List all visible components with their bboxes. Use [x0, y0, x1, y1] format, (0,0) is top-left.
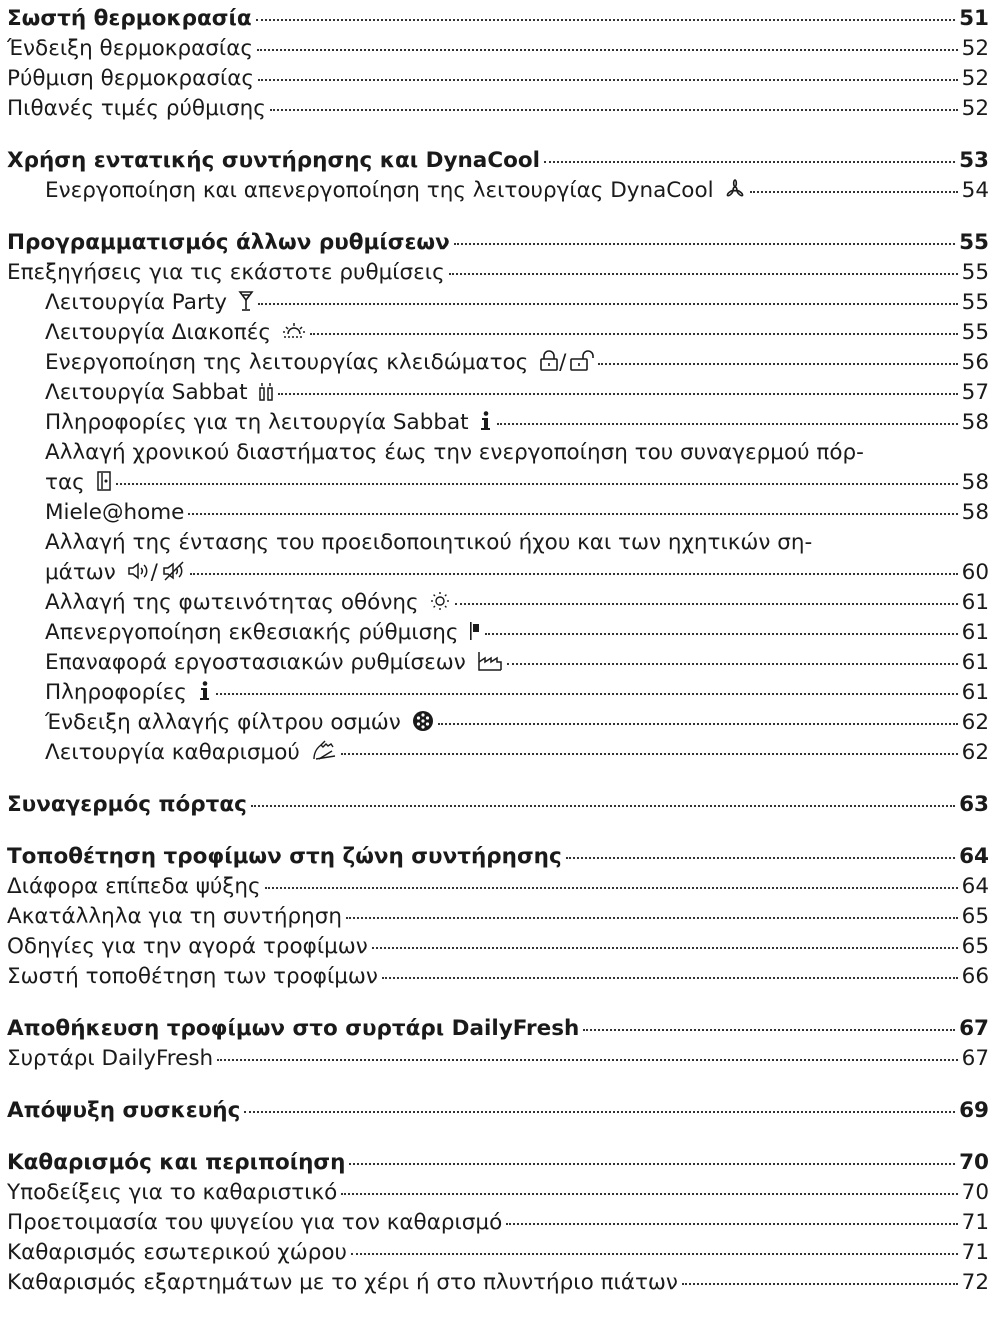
icon-separator: / — [150, 560, 158, 585]
toc-page-number: 58 — [961, 410, 989, 435]
dot-leader — [265, 887, 958, 889]
door-icon — [96, 470, 112, 492]
fan-icon — [724, 178, 746, 200]
toc-entry-title: Τοποθέτηση τροφίμων στη ζώνη συντήρησης — [7, 844, 562, 869]
dot-leader — [244, 1111, 955, 1113]
toc-entry-dailyfresh-drawer[interactable] — [7, 1044, 989, 1074]
cocktail-glass-icon — [238, 290, 254, 312]
toc-page-number: 58 — [961, 500, 989, 525]
dot-leader — [455, 603, 957, 605]
toc-page-number: 62 — [961, 740, 989, 765]
toc-page-number: 70 — [959, 1150, 989, 1175]
toc-entry-title-line2: τας — [45, 470, 85, 495]
toc-entry-lock-function[interactable] — [7, 348, 989, 378]
dot-leader — [750, 191, 957, 193]
toc-entry-accessories-cleaning[interactable] — [7, 1268, 989, 1298]
dot-leader — [116, 483, 958, 485]
dot-leader — [190, 573, 958, 575]
dot-leader — [566, 857, 955, 859]
speaker-muted-icon — [162, 560, 186, 582]
toc-page-number: 61 — [961, 650, 989, 675]
dot-leader — [188, 513, 957, 515]
cleaning-hand-icon — [311, 740, 337, 762]
toc-entry-cleaning-mode[interactable] — [7, 738, 989, 768]
toc-entry-door-alarm-delay[interactable] — [7, 438, 989, 498]
toc-page-number: 69 — [959, 1098, 989, 1123]
toc-page-number: 67 — [959, 1016, 989, 1041]
toc-page-number: 58 — [961, 470, 989, 495]
toc-page-number: 71 — [961, 1210, 989, 1235]
toc-entry-prepare-cleaning[interactable] — [7, 1208, 989, 1238]
toc-page-number: 61 — [961, 680, 989, 705]
toc-heading-correct-temperature[interactable] — [7, 4, 989, 34]
toc-page-number: 72 — [961, 1270, 989, 1295]
dot-leader — [372, 947, 958, 949]
toc-entry-title: Καθαρισμός εσωτερικού χώρου — [7, 1240, 347, 1265]
dot-leader — [341, 753, 958, 755]
toc-page-number: 56 — [961, 350, 989, 375]
dot-leader — [682, 1283, 958, 1285]
toc-page-number: 61 — [961, 590, 989, 615]
toc-entry-volume-signals[interactable] — [7, 528, 989, 588]
toc-heading-dynacool[interactable] — [7, 146, 989, 176]
toc-entry-possible-settings[interactable] — [7, 94, 989, 124]
lock-closed-icon — [539, 350, 559, 372]
toc-heading-food-storage[interactable] — [7, 842, 989, 872]
toc-entry-sabbath-mode[interactable] — [7, 378, 989, 408]
toc-page-number: 52 — [961, 36, 989, 61]
toc-page-number: 66 — [961, 964, 989, 989]
toc-entry-title: Επαναφορά εργοστασιακών ρυθμίσεων — [45, 650, 466, 675]
toc-entry-cooling-levels[interactable] — [7, 872, 989, 902]
lock-open-icon — [570, 350, 594, 372]
toc-entry-title: Πιθανές τιμές ρύθμισης — [7, 96, 266, 121]
toc-page-number: 71 — [961, 1240, 989, 1265]
toc-entry-title: Πληροφορίες για τη λειτουργία Sabbat — [45, 410, 469, 435]
toc-entry-cleaning-agent-notes[interactable] — [7, 1178, 989, 1208]
dot-leader — [310, 333, 958, 335]
info-icon — [198, 680, 212, 702]
toc-page-number: 60 — [961, 560, 989, 585]
table-of-contents — [7, 4, 989, 1298]
demo-mode-icon — [469, 620, 481, 642]
toc-heading-other-settings[interactable] — [7, 228, 989, 258]
toc-entry-unsuitable-foods[interactable] — [7, 902, 989, 932]
toc-entry-miele-home[interactable] — [7, 498, 989, 528]
toc-entry-buying-food[interactable] — [7, 932, 989, 962]
toc-entry-party-mode[interactable] — [7, 288, 989, 318]
toc-entry-title: Καθαρισμός εξαρτημάτων με το χέρι ή στο πλυντήριο πιάτων — [7, 1270, 678, 1295]
toc-heading-dailyfresh[interactable] — [7, 1014, 989, 1044]
info-icon — [479, 410, 493, 432]
icon-separator: / — [559, 350, 567, 375]
toc-entry-title-line1: Αλλαγή της έντασης του προειδοποιητικού ήχου και των ηχητικών ση- — [45, 530, 813, 555]
toc-entry-settings-explanations[interactable] — [7, 258, 989, 288]
toc-entry-title: Σωστή τοποθέτηση των τροφίμων — [7, 964, 378, 989]
toc-entry-temperature-setting[interactable] — [7, 64, 989, 94]
toc-entry-title: Λειτουργία Διακοπές — [45, 320, 271, 345]
filter-icon — [412, 710, 434, 732]
toc-entry-factory-reset[interactable] — [7, 648, 989, 678]
toc-entry-title-line2: μάτων — [45, 560, 116, 585]
toc-entry-title: Αποθήκευση τροφίμων στο συρτάρι DailyFresh — [7, 1016, 580, 1041]
dot-leader — [257, 49, 958, 51]
candles-icon — [258, 380, 274, 402]
toc-entry-correct-placement[interactable] — [7, 962, 989, 992]
toc-entry-title: Πληροφορίες — [45, 680, 187, 705]
toc-entry-odour-filter[interactable] — [7, 708, 989, 738]
toc-entry-title: Οδηγίες για την αγορά τροφίμων — [7, 934, 368, 959]
toc-page-number: 53 — [959, 148, 989, 173]
toc-page-number: 52 — [961, 96, 989, 121]
toc-entry-title: Ενεργοποίηση της λειτουργίας κλειδώματος — [45, 350, 529, 375]
toc-page-number: 61 — [961, 620, 989, 645]
toc-entry-title: Συρτάρι DailyFresh — [7, 1046, 214, 1071]
toc-entry-title: Ένδειξη θερμοκρασίας — [7, 36, 253, 61]
toc-entry-title: Λειτουργία καθαρισμού — [45, 740, 300, 765]
dot-leader — [216, 693, 958, 695]
toc-heading-defrosting[interactable] — [7, 1096, 989, 1126]
toc-heading-door-alarm[interactable] — [7, 790, 989, 820]
toc-entry-title: Λειτουργία Sabbat — [45, 380, 248, 405]
dot-leader — [449, 273, 958, 275]
toc-entry-title: Ρύθμιση θερμοκρασίας — [7, 66, 255, 91]
toc-page-number: 65 — [961, 904, 989, 929]
sunset-icon — [282, 320, 306, 342]
toc-entry-title: Σωστή θερμοκρασία — [7, 6, 252, 31]
dot-leader — [217, 1059, 957, 1061]
toc-page-number: 55 — [961, 290, 989, 315]
toc-entry-demo-mode-off[interactable] — [7, 618, 989, 648]
toc-entry-title: Απενεργοποίηση εκθεσιακής ρύθμισης — [45, 620, 459, 645]
dot-leader — [251, 805, 955, 807]
toc-page-number: 63 — [959, 792, 989, 817]
dot-leader — [507, 663, 958, 665]
dot-leader — [346, 917, 958, 919]
dot-leader — [258, 303, 958, 305]
dot-leader — [382, 977, 958, 979]
dot-leader — [438, 723, 958, 725]
toc-page-number: 57 — [961, 380, 989, 405]
toc-entry-title: Ακατάλληλα για τη συντήρηση — [7, 904, 343, 929]
dot-leader — [349, 1163, 955, 1165]
factory-icon — [477, 650, 503, 672]
toc-page-number: 54 — [961, 178, 989, 203]
toc-entry-title: Λειτουργία Party — [45, 290, 227, 315]
toc-page-number: 64 — [959, 844, 989, 869]
toc-page-number: 55 — [959, 230, 989, 255]
toc-entry-title: Ενεργοποίηση και απενεργοποίηση της λειτουργίας DynaCool — [45, 178, 714, 203]
toc-entry-display-brightness[interactable] — [7, 588, 989, 618]
toc-entry-title: Προετοιμασία του ψυγείου για τον καθαρισμό — [7, 1210, 503, 1235]
toc-heading-cleaning-care[interactable] — [7, 1148, 989, 1178]
toc-entry-title: Αλλαγή της φωτεινότητας οθόνης — [45, 590, 419, 615]
toc-page-number: 70 — [961, 1180, 989, 1205]
toc-entry-temperature-display[interactable] — [7, 34, 989, 64]
dot-leader — [583, 1029, 955, 1031]
brightness-icon — [429, 590, 451, 612]
toc-entry-title: Συναγερμός πόρτας — [7, 792, 247, 817]
toc-page-number: 55 — [961, 260, 989, 285]
toc-entry-holiday-mode[interactable] — [7, 318, 989, 348]
toc-entry-title: Απόψυξη συσκευής — [7, 1098, 241, 1123]
dot-leader — [270, 109, 958, 111]
toc-page-number: 62 — [961, 710, 989, 735]
dot-leader — [258, 79, 958, 81]
dot-leader — [351, 1253, 958, 1255]
dot-leader — [454, 243, 955, 245]
toc-entry-title: Καθαρισμός και περιποίηση — [7, 1150, 346, 1175]
dot-leader — [544, 161, 955, 163]
toc-entry-title: Διάφορα επίπεδα ψύξης — [7, 874, 261, 899]
toc-entry-title: Ένδειξη αλλαγής φίλτρου οσμών — [45, 710, 401, 735]
toc-page-number: 65 — [961, 934, 989, 959]
toc-entry-title: Χρήση εντατικής συντήρησης και DynaCool — [7, 148, 541, 173]
dot-leader — [341, 1193, 957, 1195]
toc-entry-title: Προγραμματισμός άλλων ρυθμίσεων — [7, 230, 450, 255]
toc-entry-title-line1: Αλλαγή χρονικού διαστήματος έως την ενεργοποίηση του συναγερμού πόρ- — [45, 440, 864, 465]
speaker-icon — [127, 560, 151, 582]
toc-page-number: 51 — [959, 6, 989, 31]
toc-page-number: 67 — [961, 1046, 989, 1071]
dot-leader — [278, 393, 957, 395]
toc-entry-interior-cleaning[interactable] — [7, 1238, 989, 1268]
dot-leader — [598, 363, 957, 365]
toc-entry-title: Υποδείξεις για το καθαριστικό — [7, 1180, 338, 1205]
toc-page-number: 64 — [961, 874, 989, 899]
toc-entry-title: Miele@home — [45, 500, 185, 525]
toc-page-number: 52 — [961, 66, 989, 91]
dot-leader — [256, 19, 955, 21]
toc-page-number: 55 — [961, 320, 989, 345]
dot-leader — [497, 423, 957, 425]
toc-entry-sabbath-info[interactable] — [7, 408, 989, 438]
toc-entry-information[interactable] — [7, 678, 989, 708]
toc-entry-title: Επεξηγήσεις για τις εκάστοτε ρυθμίσεις — [7, 260, 445, 285]
toc-entry-dynacool-toggle[interactable] — [7, 176, 989, 206]
dot-leader — [506, 1223, 957, 1225]
dot-leader — [485, 633, 957, 635]
